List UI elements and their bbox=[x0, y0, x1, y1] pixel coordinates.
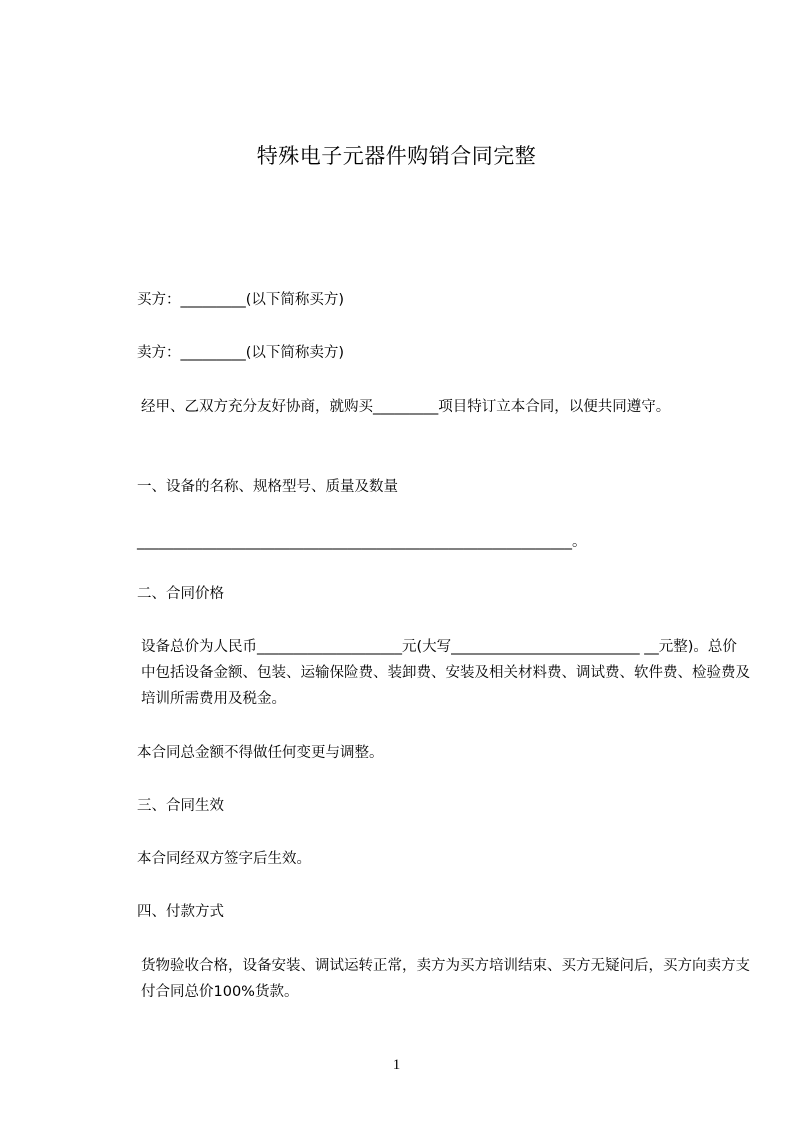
payment-paragraph: 货物验收合格，设备安装、调试运转正常，卖方为买方培训结束、买方无疑问后，买方向卖方支付合同总价100%货款。 bbox=[141, 958, 750, 1000]
buyer-line: 买方：_________(以下简称买方) bbox=[137, 292, 345, 308]
effect-paragraph: 本合同经双方签字后生效。 bbox=[137, 851, 311, 867]
section-heading-equipment: 一、设备的名称、规格型号、质量及数量 bbox=[137, 479, 398, 495]
section-heading-effect: 三、合同生效 bbox=[137, 798, 224, 814]
price-paragraph: 设备总价为人民币____________________元(大写__________________________ __元整)。总价中包括设备金额、包装、运输保险费、装卸费、安装及相关材料费、调试费、软件费、检验费及培训所需费用及税金。 bbox=[141, 639, 750, 707]
preamble-paragraph: 经甲、乙双方充分友好协商，就购买_________项目特订立本合同，以便共同遵守。 bbox=[141, 399, 671, 415]
document-title: 特殊电子元器件购销合同完整 bbox=[256, 144, 537, 168]
equipment-blank-line: ____________________________________________________________。 bbox=[137, 534, 587, 550]
page-number: 1 bbox=[392, 1057, 401, 1073]
section-heading-price: 二、合同价格 bbox=[137, 586, 224, 602]
section-heading-payment: 四、付款方式 bbox=[137, 904, 224, 920]
price-fixed-paragraph: 本合同总金额不得做任何变更与调整。 bbox=[137, 745, 384, 761]
seller-line: 卖方：_________(以下简称卖方) bbox=[137, 345, 345, 361]
